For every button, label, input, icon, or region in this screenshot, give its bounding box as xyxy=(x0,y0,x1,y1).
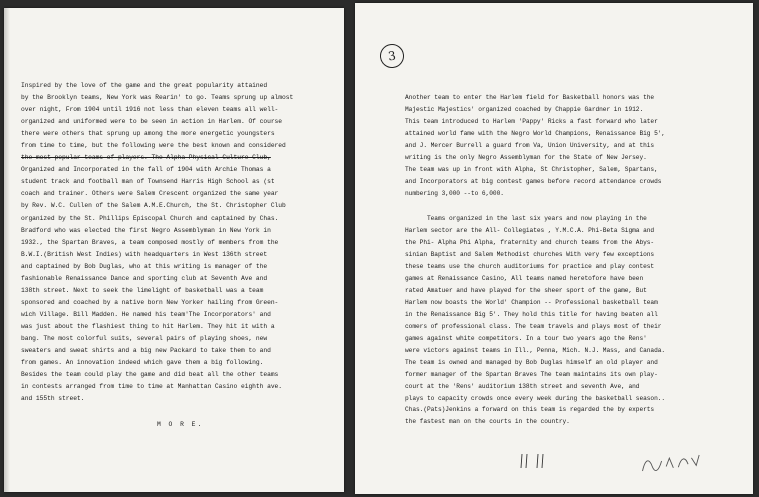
left-page-text xyxy=(21,80,293,431)
right-text-line: former manager of the Spartan Braves The team maintains its own play- xyxy=(405,370,658,378)
handwritten-initials-icon xyxy=(639,451,703,475)
left-text-line: organized by the St. Phillips Episcopal Church and captained by Chas. xyxy=(21,214,279,222)
right-text-line: The team was up in front with Alpha, St Christopher, Salem, Spartans, xyxy=(405,165,658,173)
right-text-line: This team introduced to Harlem 'Pappy' Ricks a fast forward who later xyxy=(405,117,658,125)
left-text-line: Organized and Incorporated in the fall of 1904 with Archie Thomas a xyxy=(21,166,271,174)
right-text-line: Majestic Majestics' organized coached by Chappie Gardner in 1912. xyxy=(405,105,644,113)
left-text-line: wich Village. Bill Madden. He named his team'The Incorporators' and xyxy=(21,310,271,318)
left-text-line: bang. The most colorful suits, several pairs of playing shoes, new xyxy=(21,334,268,342)
left-text-line: 1932., the Spartan Braves, a team composed mostly of members from the xyxy=(21,238,279,246)
right-page-text xyxy=(405,92,665,428)
page-edge-shadow xyxy=(4,8,10,492)
left-text-line: from games. An innovation indeed which gave them a big following. xyxy=(21,359,264,367)
right-text-line: writing is the only Negro Assemblyman for the State of New Jersey. xyxy=(405,153,647,161)
right-text-line: court at the 'Rens' auditorium 138th street and seventh Ave, and xyxy=(405,382,640,390)
circled-page-number: 3 xyxy=(378,42,405,69)
right-text-line: The team is owned and managed by Bob Duglas himself an old player and xyxy=(405,358,658,366)
left-text-line: there were others that sprung up among the more energetic youngsters xyxy=(21,130,275,138)
double-tick-marks-icon xyxy=(518,453,548,469)
right-text-line: sinian Baptist and Salem Methodist churches With very few exceptions xyxy=(405,251,655,259)
right-text-line: rated Amatuer and have played for the sheer sport of the game, But xyxy=(405,287,647,295)
left-text-line: sweaters and sweat shirts and a big new Packard to take them to and xyxy=(21,347,271,355)
left-text-line: B.W.I.(British West Indies) with headquarters in West 136th street xyxy=(21,250,268,258)
right-text-line: and J. Mercer Burrell a guard from Va, Union University, and at this xyxy=(405,141,655,149)
right-text-line: Teams organized in the last six years and now playing in the xyxy=(405,215,647,223)
right-text-line: Harlem now boasts the World' Champion -- Professional basketball team xyxy=(405,299,658,306)
right-text-line: Harlem sector are the All- Collegiates , Y.M.C.A. Phi-Beta Sigma and xyxy=(405,227,655,235)
right-text-line: the Phi- Alpha Phi Alpha, fraternity and church teams from the Abys- xyxy=(405,239,655,247)
left-text-line: and captained by Bob Duglas, who at this writing is manager of the xyxy=(21,262,268,270)
right-text-line: games against white competitors. In a tour two years ago the Rens' xyxy=(405,334,647,342)
left-text-line: the most popular teams of players. The Alpha Physical Culture Club, xyxy=(21,154,271,162)
left-text-line: coach and trainer. Others were Salem Crescent organized the same year xyxy=(21,190,279,198)
left-text-line: by Rev. W.C. Cullen of the Salem A.M.E.Church, the St. Christopher Club xyxy=(21,202,286,210)
right-text-line: and Incorporators at big contest games before record attendance crowds xyxy=(405,177,662,185)
more-continuation-marker: M O R E. xyxy=(157,421,204,429)
right-text-line: plays to capacity crowds once every week during the basketball season.. xyxy=(405,394,666,402)
left-text-line: by the Brooklyn teams, New York was Rearin' to go. Teams sprung up almost xyxy=(21,94,294,102)
left-text-line: Bradford who was elected the first Negro Assemblyman in New York in xyxy=(21,226,271,234)
left-text-line: was just about the flashiest thing to hit Harlem. They hit it with a xyxy=(21,322,275,330)
left-manuscript-page xyxy=(4,8,344,492)
right-text-line xyxy=(405,199,665,213)
left-text-line: 138th street. Next to seek the limelight of basketball was a team xyxy=(21,286,264,294)
right-text-line: attained world fame with the Negro World Champions, Renaissance Big 5', xyxy=(405,129,666,137)
right-text-line: comers of professional class. The team travels and plays most of their xyxy=(405,322,662,330)
right-text-line: the fastest man on the courts in the country. xyxy=(405,418,570,426)
left-text-line: sponsored and coached by a native born New Yorker hailing from Green- xyxy=(21,298,279,306)
left-text-line: Besides the team could play the game and did beat all the other teams xyxy=(21,371,279,379)
left-text-line: student track and football man of Townsend Harris High School as (st xyxy=(21,178,275,186)
left-text-line: from time to time, but the following were the best known and considered xyxy=(21,142,286,150)
right-text-line: these teams use the church auditoriums for practice and play contest xyxy=(405,263,655,271)
right-text-line: in the Renaissance Big 5'. They hold this title for having beaten all xyxy=(405,310,658,318)
left-text-line: organized and uniformed were to be seen in action in Harlem. Of course xyxy=(21,118,283,126)
right-text-line: numbering 3,000 --to 6,000. xyxy=(405,189,504,197)
left-text-line: in contests arranged from time to time at Manhattan Casino eighth ave. xyxy=(21,383,283,391)
right-text-line: games at Renaissance Casino, All teams named heretofore have been xyxy=(405,275,644,283)
right-text-line: Another team to enter the Harlem field for Basketball honors was the xyxy=(405,94,655,101)
left-text-line: Inspired by the love of the game and the great popularity attained xyxy=(21,82,268,89)
right-manuscript-page xyxy=(355,3,753,494)
left-text-line: fashionable Renaissance Dance and sporting club at Seventh Ave and xyxy=(21,274,268,282)
right-text-line: were victors against teams in Ill., Penna, Mich. N.J. Mass, and Canada. xyxy=(405,346,666,354)
left-text-line: over night, From 1904 until 1916 not less than eleven teams all well- xyxy=(21,106,279,114)
right-text-line: Chas.(Pats)Jenkins a forward on this team is regarded the by experts xyxy=(405,406,655,414)
handwritten-initials-mark xyxy=(639,451,703,478)
left-text-line: and 155th street. xyxy=(21,395,85,403)
